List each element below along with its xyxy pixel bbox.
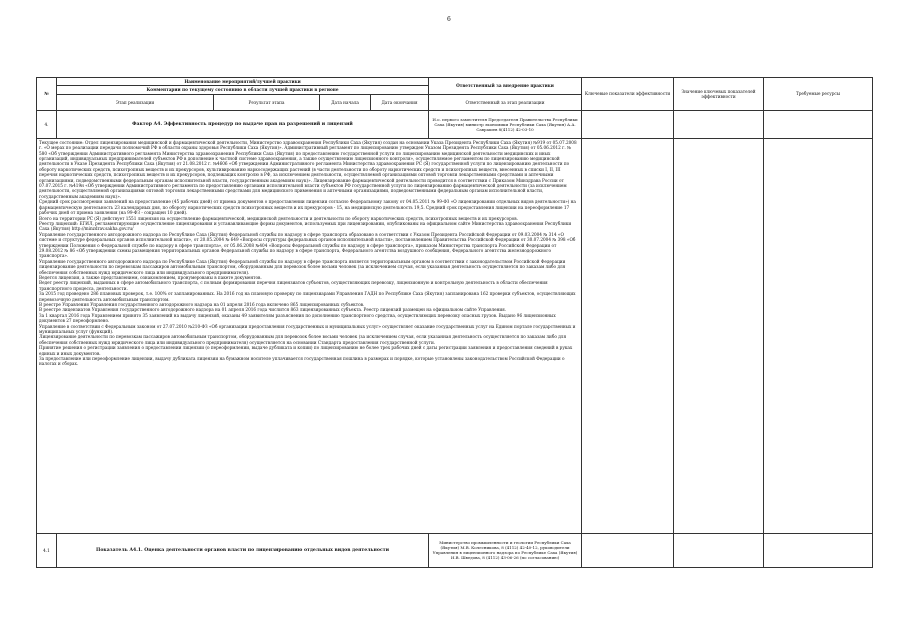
header-current-key: Значение ключевых показателей эффективности [674, 78, 764, 111]
comment-paragraph: В реестре лицензиатов Управления государственного автодорожного надзора на 01 апреля 2016 года числится 863 лицензированных субъекта. Реестр лицензий размещен на официальном сайте Управления. [39, 307, 507, 313]
header-date-start: Дата начала [320, 94, 371, 110]
comment-paragraph: Всего на территории РС (Я) действует 1551 лицензия на осуществление фармацевтической, медицинской деятельности и деятельности по обороту наркотических средств, психотропных веществ и их прекурсоров. [39, 215, 519, 221]
header-result-type: Результат этапа [214, 94, 320, 110]
comment-paragraph: Текущее состояние: Отдел лицензирования медицинской и фармацевтической деятельности, Министерство здравоохранения Республики Саха (Якутия) создан на основании Указа Президента Республики Саха (Якутия) №919 от 05.07.2008 г. «О мерах по реализации передачи полномочий РФ в области охраны здоровья Республики Саха (Якутия)». Административный регламент по лицензированию утвержден Указом Президента Республики Саха (Якутия) от 05.06.2012 г. № 580 «Об утверждении Административного регламента Министерства здравоохранения Республики Саха (Якутия) по предоставлению государственной услуги по лицензированию медицинской деятельности медицинских и иных организаций, индивидуальных предпринимателей субъектов РФ в дополнение к частной системе здравоохранения, а также осуществлению лицензионного контроля», осуществляемое регламентом по лицензированию медицинской деятельности в Указе Президента Республики Саха (Якутия) от 21.08.2012 г. №4606 «Об утверждении Административного регламента Министерства здравоохранения РС (Я) государственной услуги по лицензированию деятельности по обороту наркотических средств, психотропных веществ и их прекурсоров, культивированию наркосодержащих растений (в части деятельности по обороту наркотических средств и психотропных веществ, внесенных в списки I, II, III перечня наркотических средств, психотропных веществ и их прекурсоров, подлежащих контролю в РФ, за исключением деятельности, осуществляемой организациями оптовой торговли лекарственными средствами и аптечными организациями, подведомственными федеральным органам исполнительной власти, государственным академиям наук)». Лицензирование фармацевтической деятельности проводится в соответствии с Приказом Минздрава России от 07.07.2015 г. №419н «Об утверждении Административного регламента по предоставлению органами исполнительной власти субъектов РФ государственной услуги по лицензированию фармацевтической деятельности (за исключением деятельности, осуществляемой организациями оптовой торговли лекарственными средствами для медицинского применения и аптечными организациями, подведомственными федеральным органам исполнительной власти, государственным академиям наук)». [39, 139, 577, 199]
comment-key-indicators [582, 138, 674, 533]
header-key-indicators: Ключевые показатели эффективности [582, 78, 674, 111]
row-current-key [674, 533, 764, 567]
row-factor-a4 [37, 110, 873, 138]
row-key-indicators [582, 110, 674, 138]
comment-paragraph: Управление государственного автодорожного надзора по Республике Саха (Якутия) Федеральной службы по надзору в сфере транспорта является территориальным органом в соответствии с законодательством Российской Федерации лицензирование деятельности по перевозкам пассажиров автомобильным транспортом, оборудованным для перевозок более восьми человек (за исключением случая, если указанная деятельность осуществляется по заказам либо для обеспечения собственных нужд юридического лица или индивидуального предпринимателя). [39, 258, 566, 275]
row-title: Показатель А4.1. Оценка деятельности органов власти по лицензированию отдельных видов деятельности [57, 533, 429, 567]
row-resources [764, 533, 873, 567]
header-subgroup-title: Комментарии по текущему состоянию в области лучшей практики в регионе [57, 86, 429, 94]
header-responsible: Ответственный за внедрение практики [429, 78, 582, 95]
header-group-title: Наименование мероприятий/лучшей практики [57, 78, 429, 86]
comment-paragraph: Управление государственного автодорожного надзора по Республике Саха (Якутия) Федеральной службы по надзору в сфере транспорта образовано в соответствии с Указом Президента Российской Федерации от 09.03.2004 № 314 «О системе и структуре федеральных органов исполнительной власти», от 20.05.2004 № 649 «Вопросы структуры федеральных органов исполнительной власти», постановлением Правительства Российской Федерации от 30.07.2004 № 398 «Об утверждении Положения о Федеральной службе по надзору в сфере транспорта», от 05.06.2008 №404 «Вопросы Федеральной службы по надзору в сфере транспорта», приказом Министерства транспорта Российской Федерации от 29.08.2012 № 86 «Об утверждении схемы размещения территориальных органов Федеральной службы по надзору в сфере транспорта, Федерального агентства воздушного сообщения, Федерального агентства железнодорожного транспорта». [39, 231, 576, 259]
comment-paragraph: За 1 квартал 2016 года Управлением принято 35 заявлений на выдачу лицензий, оказаны 49 заявителям разъяснения по дополнению транспортного средства, осуществляющих перевозку опасных грузов. Выдано 96 лицензионных документов 27 переоформлено. [39, 312, 556, 324]
comment-paragraph: Управление в соответствии с Федеральным законом от 27.07.2010 №210-ФЗ «Об организации предоставления государственных и муниципальных услуг» осуществляет оказание государственных услуг на Едином портале государственных и муниципальных услуг (функций). [39, 323, 576, 335]
comment-paragraph: За 2015 год проведено 286 плановых проверок, т.е. 100% от запланированных. На 2016 год на плановую проверку по лицензиарами Управления ГАДН по Республике Саха (Якутия) запланирована 162 проверки субъектов, осуществляющих перевозочную деятельность автомобильным транспортом. [39, 291, 576, 302]
header-date-end: Дата окончания [371, 94, 429, 110]
header-stage-name: Этап реализации [57, 94, 214, 110]
row-num: 4. [37, 110, 57, 138]
comment-paragraph: Ведет реестр лицензий, выданных в сфере автомобильного транспорта, с полным формирования перечня лицензиатов субъектов, осуществляющих перевозку, лицензионную и контрольную деятельность в области обеспечения транспортного процесса, деятельности. [39, 280, 548, 291]
comment-paragraph: Средний срок рассмотрения заявлений на предоставление (45 рабочих дней) от приема документов о предоставлении лицензии согласно Федеральному закону от 04.05.2011 № 99-ФЗ «О лицензировании отдельных видов деятельности») на фармацевтическую деятельность 23 календарных дня, по обороту наркотических средств психотропных веществ и их прекурсоров - 15, на медицинскую деятельность 19,5. Средний срок предоставления лицензии на переоформление 17 рабочих дней от приема заявления (на 99-ФЗ - сокращен 10 дней). [39, 199, 576, 216]
header-row-1 [37, 78, 873, 86]
header-stage-responsible: Ответственный за этап реализации [429, 94, 582, 110]
comment-paragraph: Лицензирование деятельности по перевозкам пассажиров автомобильным транспортом, оборудованным для перевозок более восьми человек (за исключением случая, если указанная деятельность осуществляется по заказам либо для обеспечения собственных нужд юридического лица или индивидуального предпринимателя) осуществляется на основании Стандарта предоставления государственной услуги. [39, 334, 567, 345]
row-responsible: Министерство промышленности и геологии Республики Саха (Якутия) М.В. Колесникова, 8 (4112) 42-40-12, руководители Управления в лицензионного надзора по Республике Саха (Якутия) И.В. Шведова, 8 (4112) 43-06-26 (по согласованию) [429, 533, 582, 567]
comment-current-key [674, 138, 764, 533]
row-comment [37, 138, 873, 533]
comment-resources [764, 138, 873, 533]
header-num: № [37, 78, 57, 111]
row-key-indicators [582, 533, 674, 567]
comment-paragraph: Реестр лицензий: ЕГИЛ, регламентирующие осуществление лицензирования и устанавливающие формы документов, используемых при лицензировании, опубликованы на официальном сайте Министерства здравоохранения Республики Саха (Якутия) http://minzdrav.sakha.gov.ru/ [39, 220, 572, 232]
page-number: 6 [447, 16, 451, 23]
comment-text [37, 138, 582, 533]
row-num: 4.1 [37, 533, 57, 567]
row-indicator-a4-1 [37, 533, 873, 567]
comment-paragraph: За предоставление или переоформление лицензии, выдачу дубликата лицензии на бумажном носителе уплачивается государственная пошлина в размерах и порядке, которые установлены законодательством Российской Федерации о налогах и сборах. [39, 356, 565, 367]
comment-paragraph: Принятие решения о регистрации заявления о предоставлении лицензии (о переоформлении, выдаче дубликата и копии) по лицензированию не более трех рабочих дней с даты регистрации заявления и предоставления сведений в руках единых и иных документов. [39, 345, 573, 356]
row-responsible: И.о. первого заместителя Председателя Правительства Республики Саха (Якутия) министр экономики Республики Саха (Якутия) А.А. Саврашев 8(4112) 42-03-10 [429, 110, 582, 138]
row-resources [764, 110, 873, 138]
row-current-key [674, 110, 764, 138]
header-resources: Требуемые ресурсы [764, 78, 873, 111]
action-plan-table [36, 77, 873, 568]
comment-paragraph: Ведется лицензия, а также представлением, ознакомлением, пронумерованы в пакете документов. [39, 274, 262, 280]
row-title: Фактор А4. Эффективность процедур по выдаче прав на разрешений и лицензий [57, 110, 429, 138]
comment-paragraph: В реестре Управления Управления государственного автодорожного надзора на 01 апреля 2016 года включено 865 лицензированных субъектов. [39, 302, 365, 307]
